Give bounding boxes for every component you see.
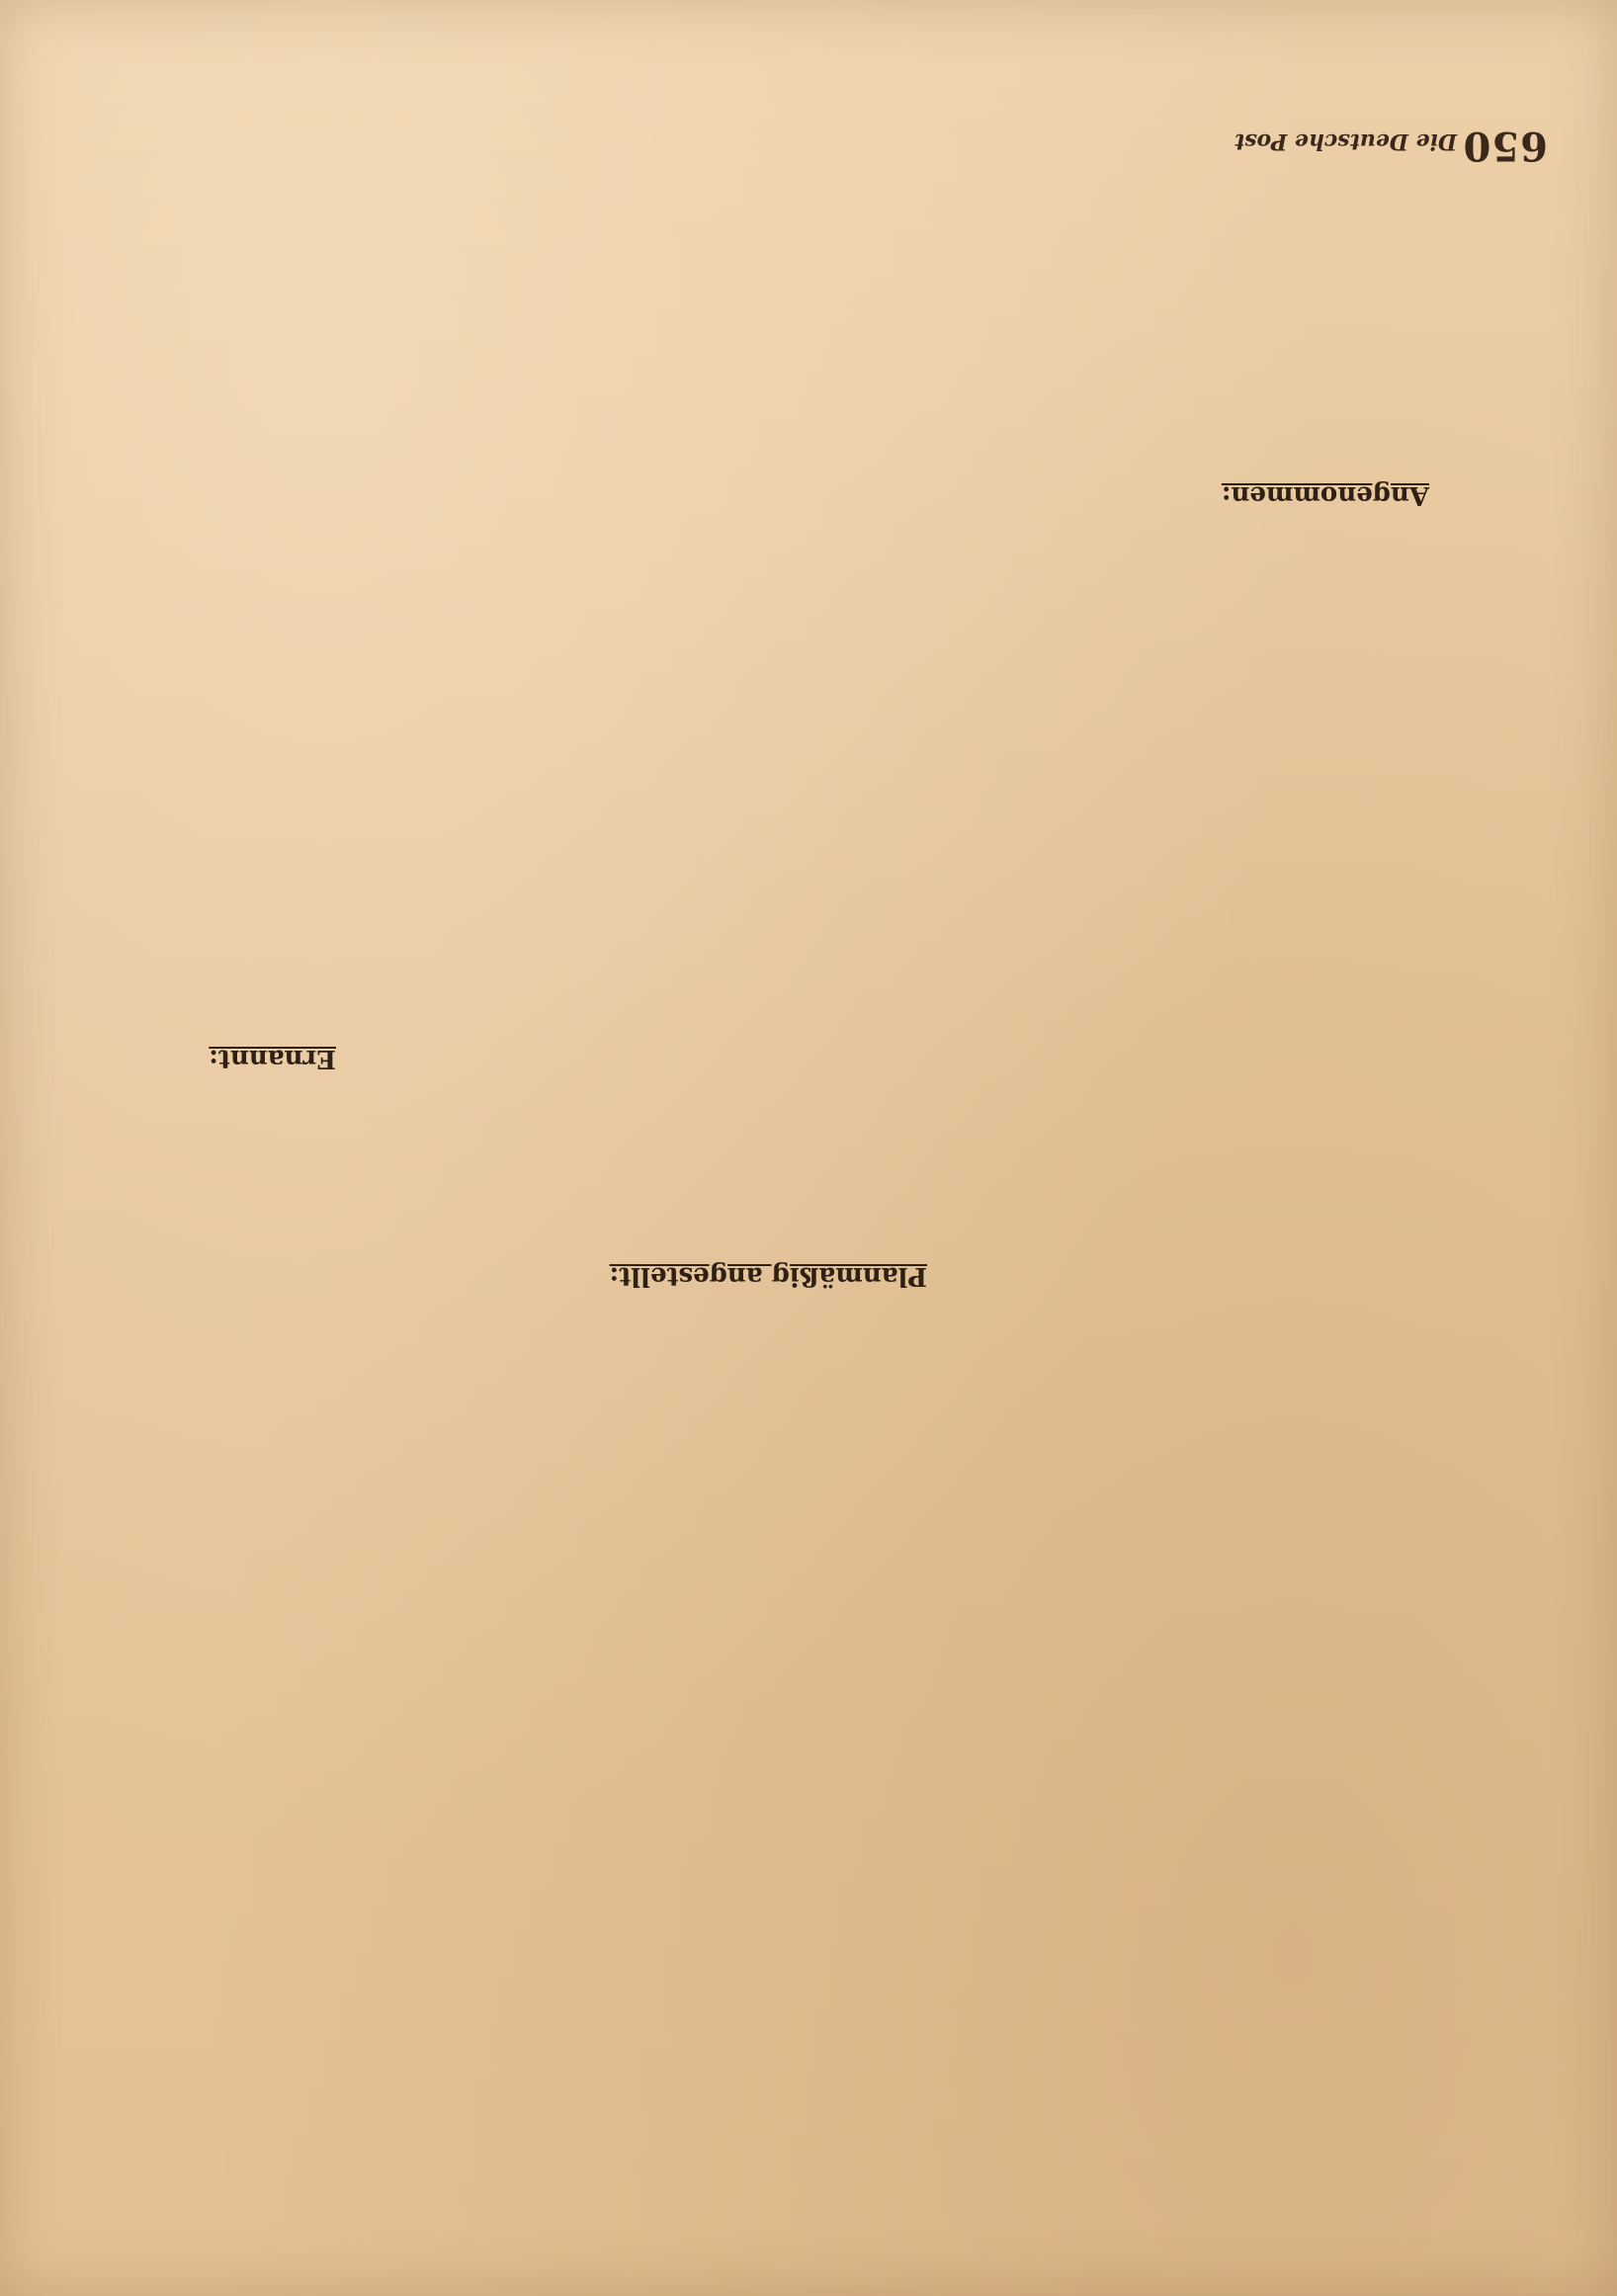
publication-title: Die Deutsche Post — [1234, 128, 1457, 154]
column-text-block — [1093, 522, 1548, 2202]
column-text-block — [1093, 196, 1548, 463]
section-heading-ernannt: Ernannt: — [209, 1044, 336, 1073]
column-right — [69, 186, 524, 2202]
column-left — [1093, 186, 1548, 2202]
page-header — [69, 112, 1548, 171]
section-heading-angenommen: Angenommen: — [1221, 480, 1429, 510]
column-text-block — [69, 196, 524, 1026]
column-text-block — [69, 1085, 524, 2202]
page-number: 650 — [1462, 123, 1548, 169]
column-middle — [581, 186, 1036, 2202]
column-text-block — [581, 196, 1036, 1243]
section-heading-planmaessig-angestellt: Planmäßig angestellt: — [609, 1261, 927, 1291]
column-text-block — [581, 1303, 1036, 2202]
